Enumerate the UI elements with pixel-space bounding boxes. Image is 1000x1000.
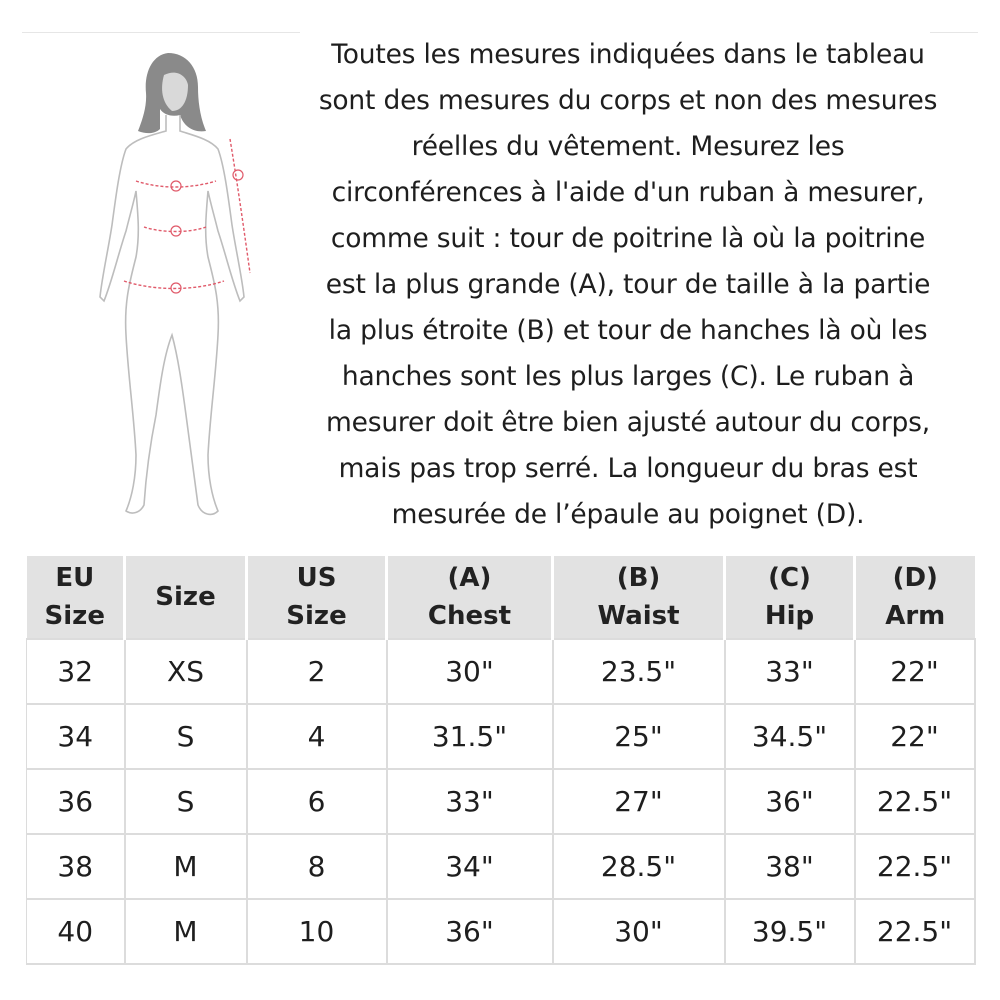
header-arm: (D) Arm — [855, 556, 975, 639]
instruction-line: réelles du vêtement. Mesurez les — [411, 131, 845, 162]
instruction-line: est la plus grande (A), tour de taille à la partie — [325, 269, 931, 300]
cell-us-size: 6 — [247, 769, 387, 834]
cell-us-size: 2 — [247, 639, 387, 704]
cell-size: XS — [125, 639, 247, 704]
cell-waist: 25" — [553, 704, 725, 769]
instruction-line: la plus étroite (B) et tour de hanches là où les — [328, 315, 928, 346]
cell-us-size: 4 — [247, 704, 387, 769]
size-chart-header — [27, 556, 975, 639]
cell-size: M — [125, 834, 247, 899]
cell-waist: 30" — [553, 899, 725, 964]
cell-us-size: 8 — [247, 834, 387, 899]
cell-size: S — [125, 704, 247, 769]
cell-us-size: 10 — [247, 899, 387, 964]
header-chest: (A) Chest — [387, 556, 553, 639]
cell-chest: 30" — [387, 639, 553, 704]
measurement-instructions — [278, 32, 978, 538]
header-row — [27, 556, 975, 639]
instruction-line: hanches sont les plus larges (C). Le ruban à — [341, 361, 915, 392]
cell-arm: 22.5" — [855, 834, 975, 899]
cell-eu-size: 32 — [27, 639, 125, 704]
cell-chest: 34" — [387, 834, 553, 899]
instruction-line: mesurée de l’épaule au poignet (D). — [391, 499, 865, 530]
header-hip: (C) Hip — [725, 556, 855, 639]
instruction-line: sont des mesures du corps et non des mesures — [318, 85, 938, 116]
female-body-measurement-figure-icon — [90, 45, 275, 535]
table-row — [27, 704, 975, 769]
cell-size: M — [125, 899, 247, 964]
header-waist: (B) Waist — [553, 556, 725, 639]
cell-waist: 23.5" — [553, 639, 725, 704]
cell-waist: 27" — [553, 769, 725, 834]
instruction-line: mais pas trop serré. La longueur du bras est — [338, 453, 918, 484]
cell-arm: 22.5" — [855, 899, 975, 964]
cell-hip: 36" — [725, 769, 855, 834]
instruction-line: circonférences à l'aide d'un ruban à mesurer, — [331, 177, 925, 208]
cell-eu-size: 40 — [27, 899, 125, 964]
cell-chest: 31.5" — [387, 704, 553, 769]
cell-hip: 38" — [725, 834, 855, 899]
instruction-line: Toutes les mesures indiquées dans le tableau — [331, 39, 925, 70]
cell-size: S — [125, 769, 247, 834]
header-us-size: US Size — [247, 556, 387, 639]
cell-eu-size: 34 — [27, 704, 125, 769]
cell-hip: 39.5" — [725, 899, 855, 964]
size-chart-body — [27, 639, 975, 964]
cell-hip: 33" — [725, 639, 855, 704]
cell-hip: 34.5" — [725, 704, 855, 769]
cell-arm: 22.5" — [855, 769, 975, 834]
cell-chest: 36" — [387, 899, 553, 964]
header-eu-size: EU Size — [27, 556, 125, 639]
cell-chest: 33" — [387, 769, 553, 834]
cell-arm: 22" — [855, 639, 975, 704]
table-row — [27, 769, 975, 834]
top-divider-left — [22, 32, 300, 33]
cell-eu-size: 36 — [27, 769, 125, 834]
cell-waist: 28.5" — [553, 834, 725, 899]
instruction-line: comme suit : tour de poitrine là où la poitrine — [330, 223, 926, 254]
table-row — [27, 639, 975, 704]
instruction-line: mesurer doit être bien ajusté autour du corps, — [326, 407, 930, 438]
table-row — [27, 834, 975, 899]
cell-arm: 22" — [855, 704, 975, 769]
cell-eu-size: 38 — [27, 834, 125, 899]
size-chart-table — [26, 556, 976, 965]
header-size: Size — [125, 556, 247, 639]
table-row — [27, 899, 975, 964]
